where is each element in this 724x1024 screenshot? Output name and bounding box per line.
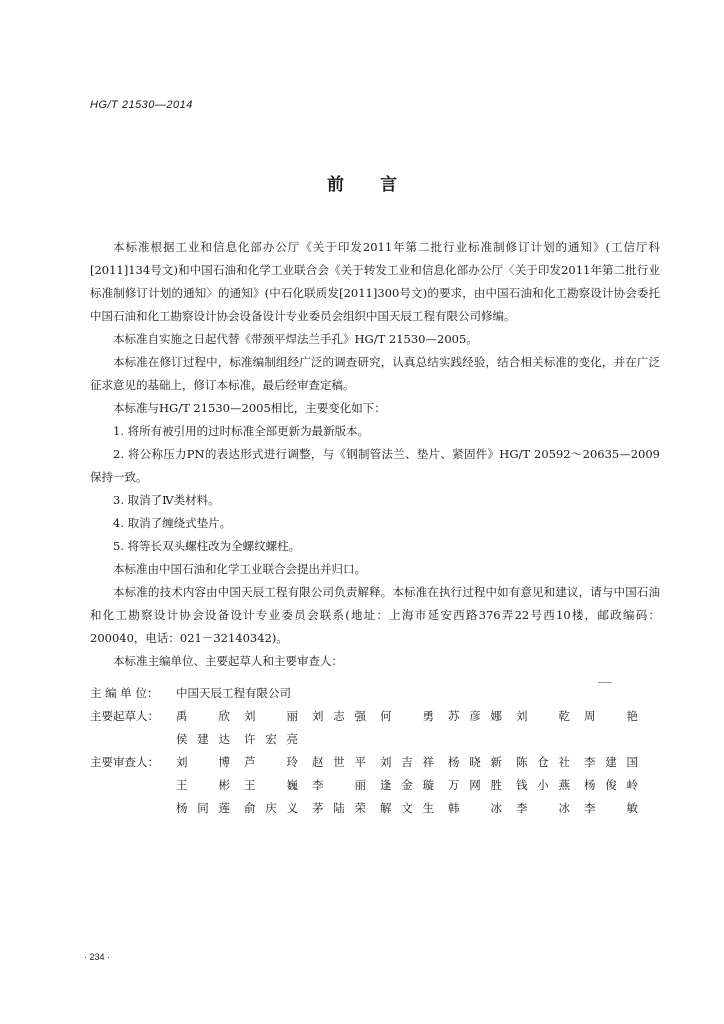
person-name: 逢金璇 [380,778,434,792]
person-name: 韩 冰 [448,801,502,815]
person-name: 刘 乾 [516,709,570,723]
preface-body [90,236,660,673]
page-title: 前言 [327,175,433,195]
person-name: 李 丽 [312,778,366,792]
person-name: 李 冰 [516,801,570,815]
person-name: 禹 欣 [176,709,230,723]
reviewer-names [176,797,652,820]
person-name: 杨俊岭 [584,778,638,792]
paragraph: 本标准由中国石油和化学工业联合会提出并归口。 [113,562,366,576]
paragraph: 本标准在修订过程中，标准编制组经广泛的调查研究，认真总结实践经验，结合相关标准的变化，并在广泛征求意见的基础上，修订本标准，最后经审查定稿。 [90,355,660,392]
reviewer-names [176,751,652,774]
person-name: 李 敏 [584,801,638,815]
paragraph: 本标准自实施之日起代替《带颈平焊法兰手孔》HG/T 21530—2005。 [113,332,478,346]
editor-unit-label: 主 编 单 位： [90,686,159,700]
paragraph: 本标准与HG/T 21530—2005相比，主要变化如下： [113,401,386,415]
drafter-names [176,705,652,728]
contributors-list [90,682,660,820]
person-name: 杨晓新 [448,755,502,769]
change-item: 5. 将等长双头螺柱改为全螺纹螺柱。 [113,539,301,553]
standard-number: HG/T 21530—2014 [90,99,193,111]
person-name: 苏彦娜 [448,709,502,723]
person-name: 杨同莲 [176,801,230,815]
change-item: 3. 取消了Ⅳ类材料。 [113,493,220,507]
drafters-row [90,728,660,751]
change-item: 1. 将所有被引用的过时标准全部更新为最新版本。 [113,424,370,438]
scan-artifact [598,682,612,683]
change-item: 2. 将公称压力PN的表达形式进行调整，与《钢制管法兰、垫片、紧固件》HG/T 20592～20635—2009保持一致。 [90,447,660,484]
person-name: 陈仓社 [516,755,570,769]
person-name: 侯建达 [176,732,230,746]
paragraph: 本标准根据工业和信息化部办公厅《关于印发2011年第二批行业标准制修订计划的通知》(工信厅科[2011]134号文)和中国石油和化学工业联合会《关于转发工业和信息化部办公厅〈关于印发2011年第二批行业标准制修订计划的通知〉的通知》(中石化联质发[2011]300号文)的要求，由中国石油和化工勘察设计协会委托中国石油和化工勘察设计协会设备设计专业委员会组织中国天辰工程有限公司修编。 [90,240,660,323]
person-name: 刘吉祥 [380,755,434,769]
person-name: 俞庆义 [244,801,298,815]
page-number: · 234 · [84,952,111,962]
person-name: 周 艳 [584,709,638,723]
drafter-names [176,728,312,751]
reviewer-names [176,774,652,797]
person-name: 李建国 [584,755,638,769]
editor-unit-row [90,682,660,705]
drafters-label: 主要起草人： [90,709,159,723]
change-item: 4. 取消了缠绕式垫片。 [113,516,232,530]
person-name: 刘 博 [176,755,230,769]
person-name: 王 巍 [244,778,298,792]
paragraph: 本标准主编单位、主要起草人和主要审查人： [113,654,343,668]
person-name: 何 勇 [380,709,434,723]
person-name: 许宏亮 [244,732,298,746]
drafters-row [90,705,660,728]
reviewers-row [90,751,660,774]
person-name: 茅陆荣 [312,801,366,815]
person-name: 刘 丽 [244,709,298,723]
reviewers-row [90,774,660,797]
person-name: 赵世平 [312,755,366,769]
person-name: 王 彬 [176,778,230,792]
editor-unit-value: 中国天辰工程有限公司 [176,686,291,700]
person-name: 刘志强 [312,709,366,723]
person-name: 芦 玲 [244,755,298,769]
paragraph: 本标准的技术内容由中国天辰工程有限公司负责解释。本标准在执行过程中如有意见和建议，请与中国石油和化工勘察设计协会设备设计专业委员会联系(地址：上海市延安西路376弄22号西10楼，邮政编码：200040，电话：021－32140342)。 [90,585,660,645]
reviewers-label: 主要审查人： [90,755,159,769]
person-name: 万网胜 [448,778,502,792]
person-name: 钱小燕 [516,778,570,792]
reviewers-row [90,797,660,820]
person-name: 解文生 [380,801,434,815]
